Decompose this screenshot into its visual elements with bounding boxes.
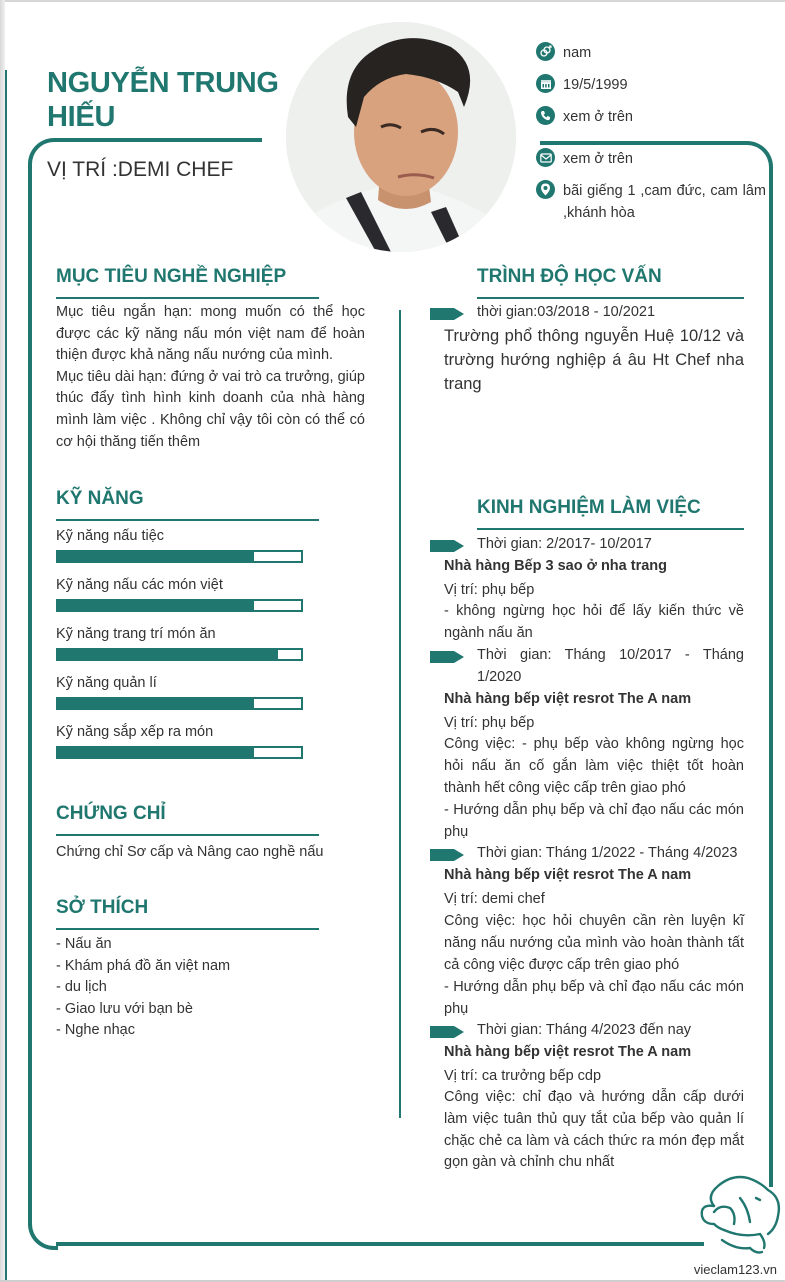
experience-duty: - Hướng dẫn phụ bếp và chỉ đạo nấu các món phụ [444, 979, 744, 1017]
education-date: thời gian:03/2018 - 10/2021 [477, 304, 656, 320]
skill-level-remaining [254, 748, 301, 757]
contact-birthday [536, 74, 766, 96]
experience-duty: Công việc: chỉ đạo và hướng dẫn cấp dưới làm việc tuân thủ quy tắt của bếp vào quản lí chặc chẻ ca làm và cách thức ra món đẹp mắt gọn gàn và chỉnh chu nhất [444, 1089, 744, 1171]
hobbies-rule [56, 928, 319, 930]
timeline-arrow-icon [430, 651, 464, 663]
phone-icon [536, 106, 555, 125]
objective-title: MỤC TIÊU NGHỀ NGHIỆP [56, 266, 287, 287]
frame-top-right-rule [540, 141, 742, 145]
skill-level-remaining [278, 650, 301, 659]
candidate-position: VỊ TRÍ :DEMI CHEF [47, 158, 234, 181]
experience-date: Thời gian: Tháng 4/2023 đến nay [477, 1022, 692, 1038]
experience-role: Vị trí: phụ bếp [444, 715, 535, 731]
birthday-value: 19/5/1999 [563, 77, 628, 93]
frame-left [28, 138, 58, 1250]
frame-top-left-rule [56, 138, 262, 142]
contact-phone [536, 106, 766, 128]
experience-role: Vị trí: demi chef [444, 891, 545, 907]
profile-photo [286, 22, 516, 252]
timeline-arrow-icon [430, 1026, 464, 1038]
timeline-arrow-icon [430, 540, 464, 552]
skill-level-bar [56, 746, 303, 759]
skill-level-bar [56, 697, 303, 710]
left-accent-line [5, 70, 7, 1282]
email-value: xem ở trên [563, 151, 633, 167]
address-value: bãi giếng 1 ,cam đức, cam lâm ,khánh hòa [563, 183, 766, 221]
skills-title: KỸ NĂNG [56, 488, 144, 509]
certificates-title: CHỨNG CHỈ [56, 803, 166, 824]
chef-hat-icon [690, 1168, 785, 1258]
experience-duty: - không ngừng học hỏi để lấy kiến thức về ngành nấu ăn [444, 603, 744, 641]
skill-level-remaining [254, 552, 301, 561]
experience-date: Thời gian: Tháng 1/2022 - Tháng 4/2023 [477, 845, 738, 861]
objective-short-term: Mục tiêu ngắn hạn: mong muốn có thể học được các kỹ năng nấu món việt nam để hoàn thiện được khả năng nấu nướng của mình. [56, 304, 365, 364]
contact-email [536, 148, 766, 170]
candidate-name: NGUYỄN TRUNG HIẾU [47, 67, 279, 133]
experience-company: Nhà hàng bếp việt resrot The A nam [444, 1044, 692, 1060]
hobbies-title: SỞ THÍCH [56, 897, 149, 918]
objective-long-term: Mục tiêu dài hạn: đứng ở vai trò ca trưởng, giúp thúc đẩy tình hình kinh doanh của nhà hàng mình làm việc . Không chỉ vậy tôi còn có thể có cơ hội thăng tiến thêm [56, 368, 365, 450]
gender-value: nam [563, 45, 592, 61]
experience-company: Nhà hàng Bếp 3 sao ở nha trang [444, 558, 668, 574]
skills-rule [56, 519, 319, 521]
column-divider [399, 310, 401, 1118]
hobby-item: - Nghe nhạc [56, 1022, 135, 1039]
hobby-item: - Giao lưu với bạn bè [56, 1000, 193, 1017]
skill-level-bar [56, 648, 303, 661]
experience-role: Vị trí: phụ bếp [444, 582, 535, 598]
certificates-rule [56, 834, 319, 836]
experience-duty: Công việc: học hỏi chuyên cần rèn luyện kĩ năng nấu nướng của mình vào hoàn thành tất cả công việc được cấp trên giao phó [444, 913, 744, 973]
contact-address [536, 180, 766, 224]
skill-level-remaining [254, 699, 301, 708]
experience-date: Thời gian: Tháng 10/2017 - Tháng 1/2020 [477, 647, 744, 685]
mail-icon [536, 148, 555, 167]
education-school: Trường phổ thông nguyễn Huệ 10/12 và trường hướng nghiệp á âu Ht Chef nha trang [444, 327, 744, 393]
experience-company: Nhà hàng bếp việt resrot The A nam [444, 867, 692, 883]
education-title: TRÌNH ĐỘ HỌC VẤN [477, 266, 662, 287]
page-top-border [0, 0, 785, 2]
certificates-text: Chứng chỉ Sơ cấp và Nâng cao nghề nấu [56, 844, 324, 860]
calendar-icon [536, 74, 555, 93]
hobbies-list [56, 934, 356, 1042]
experience-duty: Công việc: - phụ bếp vào không ngừng học hỏi nấu ăn cố gắn làm việc thiệt tốt hoàn thành hết công việc cấp trên giao phó [444, 736, 744, 796]
skill-label: Kỹ năng nấu các món việt [56, 577, 223, 593]
skill-level-bar [56, 599, 303, 612]
watermark: vieclam123.vn [693, 1262, 777, 1277]
experience-date: Thời gian: 2/2017- 10/2017 [477, 536, 652, 552]
experience-role: Vị trí: ca trưởng bếp cdp [444, 1068, 602, 1084]
gender-icon [536, 42, 555, 61]
skill-label: Kỹ năng trang trí món ăn [56, 626, 216, 642]
hobby-item: - Nấu ăn [56, 936, 112, 952]
experience-title: KINH NGHIỆM LÀM VIỆC [477, 497, 701, 518]
experience-rule [477, 528, 744, 530]
skill-label: Kỹ năng quản lí [56, 675, 157, 691]
hobby-item: - du lịch [56, 979, 107, 996]
frame-bottom-rule [56, 1242, 704, 1246]
experience-duty: - Hướng dẫn phụ bếp và chỉ đạo nấu các món phụ [444, 802, 744, 840]
hobby-item: - Khám phá đồ ăn việt nam [56, 957, 231, 974]
skill-level-bar [56, 550, 303, 563]
objective-rule [56, 297, 319, 299]
skill-label: Kỹ năng sắp xếp ra món [56, 724, 214, 740]
objective-text [56, 302, 365, 453]
phone-value: xem ở trên [563, 109, 633, 125]
timeline-arrow-icon [430, 308, 464, 320]
experience-company: Nhà hàng bếp việt resrot The A nam [444, 691, 692, 707]
education-rule [477, 297, 744, 299]
location-pin-icon [536, 180, 555, 199]
timeline-arrow-icon [430, 849, 464, 861]
skill-label: Kỹ năng nấu tiệc [56, 528, 165, 544]
frame-right [740, 141, 773, 1187]
contact-gender [536, 42, 766, 64]
skill-level-remaining [254, 601, 301, 610]
